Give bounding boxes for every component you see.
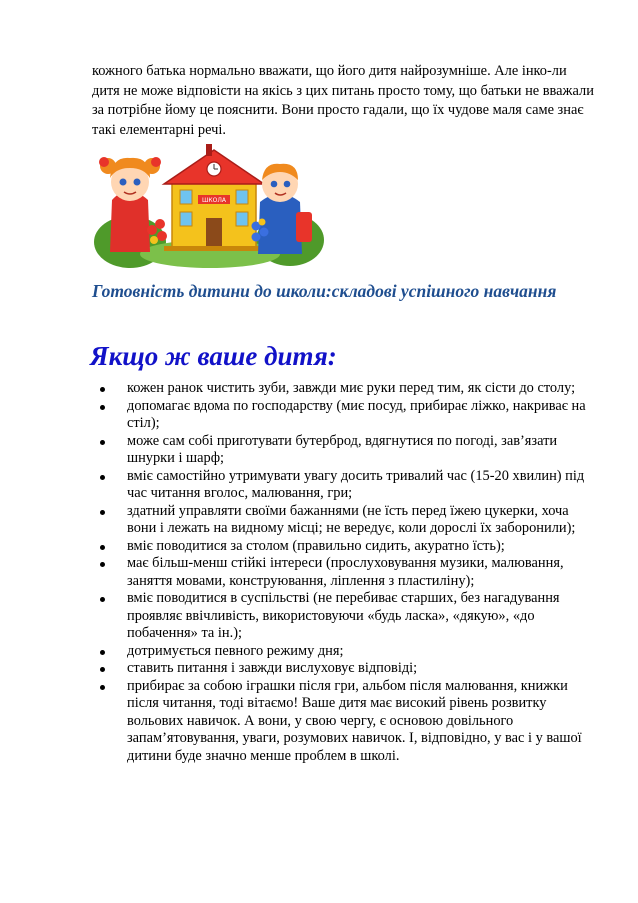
children-and-school-illustration xyxy=(90,142,326,270)
intro-paragraph: кожного батька нормально вважати, що його дитя найрозумніше. Але інко-ли дитя не може відповісти на якісь з цих питань просто тому, що батьки не вважали за потрібне йому це пояснити. Вони просто гадали, що їх чудове маля саме знає такі елементарні речі. xyxy=(92,63,594,138)
list-item: вміє самостійно утримувати увагу досить тривалий час (15-20 хвилин) під час читання вголос, малювання, гри; xyxy=(96,468,596,503)
section-subtitle: Готовність дитини до школи:складові успішного навчання xyxy=(92,281,557,301)
list-item: допомагає вдома по господарству (миє посуд, прибирає ліжко, накриває на стіл); xyxy=(96,398,596,433)
section-heading: Якщо ж ваше дитя: xyxy=(90,341,337,371)
list-item: вміє поводитися в суспільстві (не перебиває старших, без нагадування проявляє ввічливість, використовуючи «будь ласка», «дякую», «до побачення» та ін.); xyxy=(96,590,596,643)
list-item: кожен ранок чистить зуби, завжди миє руки перед тим, як сісти до столу; xyxy=(96,380,596,398)
list-item: прибирає за собою іграшки після гри, альбом після малювання, книжки після читання, тоді вітаємо! Ваше дитя має високий рівень розвитку вольових навичок. А вони, у свою чергу, є основою довільного запам’ятовування, уваги, розумових навичок. І, відповідно, у вас і у вашої дитини буде значно менше проблем в школі. xyxy=(96,678,596,766)
list-item: може сам собі приготувати бутерброд, вдягнутися по погоді, зав’язати шнурки і шарф; xyxy=(96,433,596,468)
list-item: дотримується певного режиму дня; xyxy=(96,643,596,661)
list-item: здатний управляти своїми бажаннями (не їсть перед їжею цукерки, хоча вони і лежать на видному місці; не вередує, коли дорослі їх заборонили); xyxy=(96,503,596,538)
list-item: має більш-менш стійкі інтереси (прослуховування музики, малювання, заняття мовами, конструювання, ліплення з пластиліну); xyxy=(96,555,596,590)
list-item: вміє поводитися за столом (правильно сидить, акуратно їсть); xyxy=(96,538,596,556)
qualities-list xyxy=(96,380,596,765)
school-sign-text: ШКОЛА xyxy=(201,197,227,204)
list-item: ставить питання і завжди вислуховує відповіді; xyxy=(96,660,596,678)
